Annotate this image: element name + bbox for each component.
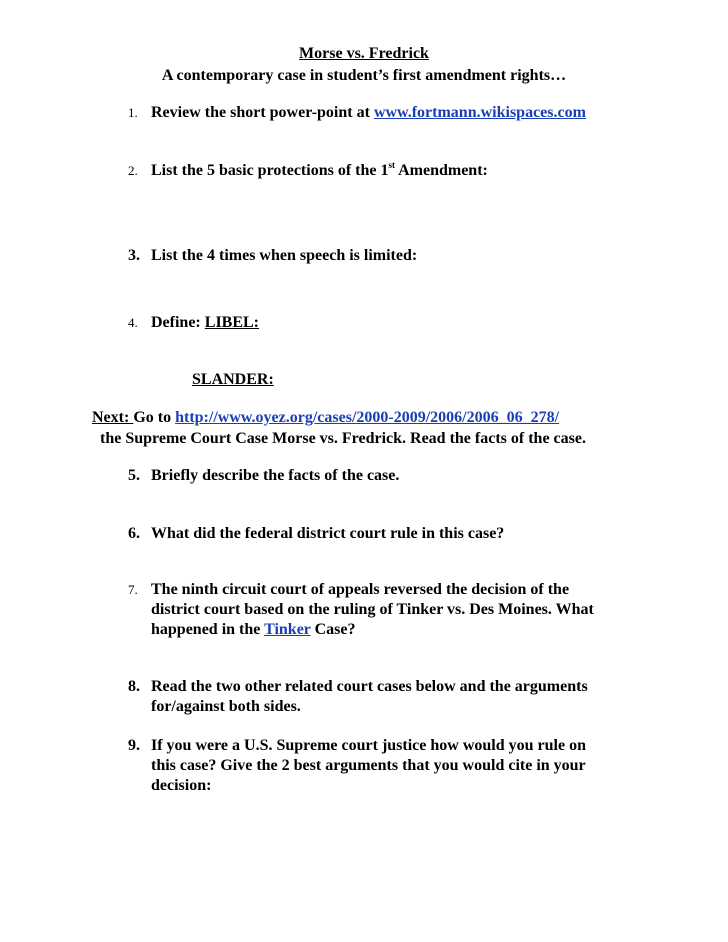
q9-line2: this case? Give the 2 best arguments that you would cite in your: [151, 757, 586, 774]
q8-number: 8.: [128, 678, 140, 695]
q7-number: 7.: [128, 582, 138, 597]
q7-line3-a: happened in the: [151, 621, 265, 638]
q3-text: List the 4 times when speech is limited:: [151, 247, 418, 264]
q4-number: 4.: [128, 315, 138, 330]
q7-line3: [151, 620, 356, 640]
q2-text-b: Amendment:: [394, 162, 488, 179]
q2-text-a: List the 5 basic protections of the 1: [151, 162, 389, 179]
q1-link[interactable]: www.fortmann.wikispaces.com: [373, 104, 586, 121]
next-instruction-line2: the Supreme Court Case Morse vs. Fredrick. Read the facts of the case.: [100, 430, 586, 447]
q2-text: [151, 161, 488, 181]
q8-line2: for/against both sides.: [151, 698, 301, 715]
q6-number: 6.: [128, 525, 140, 542]
q1-label: Review the short power-point at: [151, 104, 374, 121]
q3-number: 3.: [128, 247, 140, 264]
q4-term-libel: LIBEL:: [204, 314, 260, 331]
q7-line2: district court based on the ruling of Tinker vs. Des Moines. What: [151, 601, 594, 618]
q7-line1: The ninth circuit court of appeals reversed the decision of the: [151, 581, 570, 598]
page-subtitle: A contemporary case in student’s first amendment rights…: [161, 67, 567, 84]
q7-line3-b: Case?: [310, 621, 356, 638]
oyez-link[interactable]: http://www.oyez.org/cases/2000-2009/2006/2006_06_278/: [175, 409, 560, 426]
q1-number: 1.: [128, 105, 138, 120]
q9-number: 9.: [128, 737, 140, 754]
q2-superscript: st: [388, 160, 395, 170]
next-instruction: [92, 408, 559, 428]
q9-line1: If you were a U.S. Supreme court justice how would you rule on: [151, 737, 586, 754]
q9-line3: decision:: [151, 777, 212, 794]
q8-line1: Read the two other related court cases below and the arguments: [151, 678, 588, 695]
q5-number: 5.: [128, 467, 140, 484]
q4-text: [151, 313, 259, 333]
q2-number: 2.: [128, 163, 138, 178]
q1-text: [151, 103, 586, 123]
slander-term: SLANDER:: [192, 371, 274, 388]
page-title: Morse vs. Fredrick: [299, 45, 429, 62]
tinker-link[interactable]: Tinker: [264, 621, 311, 638]
q6-text: What did the federal district court rule in this case?: [151, 525, 505, 542]
q4-label: Define:: [151, 314, 205, 331]
next-label: Next:: [92, 409, 134, 426]
next-text: Go to: [133, 409, 176, 426]
q5-text: Briefly describe the facts of the case.: [151, 467, 400, 484]
